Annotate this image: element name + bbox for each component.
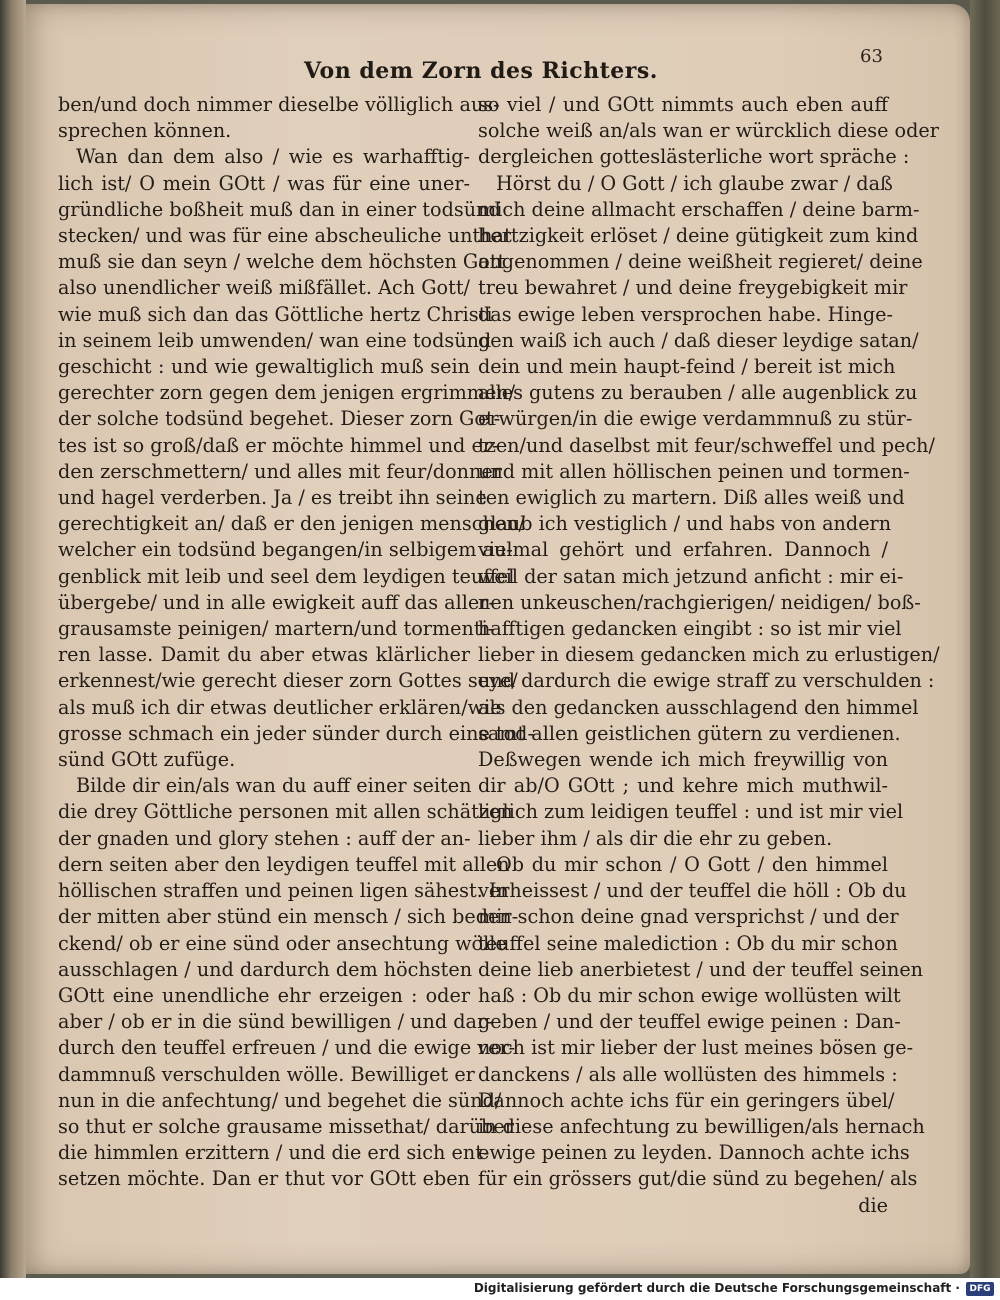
text-line: muß sie dan seyn / welche dem höchsten Gott	[58, 250, 506, 274]
text-line: lieber ihm / als dir die ehr zu geben.	[478, 826, 833, 850]
text-line: teuffel seine malediction : Ob du mir schon	[478, 931, 898, 955]
text-line: Hörst du / O Gott / ich glaube zwar / daß	[496, 171, 893, 195]
text-line: gen waiß ich auch / daß dieser leydige satan/	[478, 328, 919, 352]
text-line: nun in die anfechtung/ und begehet die sünd/	[58, 1088, 502, 1112]
text-line: geschicht : und wie gewaltiglich muß sein	[58, 355, 470, 379]
text-line: welcher ein todsünd begangen/in selbigem au-	[58, 538, 513, 562]
catchword: die	[858, 1193, 888, 1217]
text-line: solche weiß an/als wan er würcklich diese oder	[478, 119, 939, 143]
page-edge	[970, 0, 1000, 1278]
text-line: aber / ob er in die sünd bewilligen / und dar-	[58, 1010, 493, 1034]
text-line: das ewige leben versprochen habe. Hinge-	[478, 302, 894, 326]
text-line: dergleichen gotteslästerliche wort spräche :	[478, 145, 910, 169]
text-line: hafftigen gedancken eingibt : so ist mir viel	[478, 617, 902, 641]
text-line: tzen/und daselbst mit feur/schweffel und pech/	[478, 433, 935, 457]
text-line: grausamste peinigen/ martern/und tormenti-	[58, 617, 495, 641]
text-line: Dannoch achte ichs für ein geringers übel/	[478, 1088, 895, 1112]
text-line: so viel / und GOtt nimmts auch eben auff	[478, 93, 888, 116]
text-line: in seinem leib umwenden/ wan eine todsünd	[58, 328, 492, 352]
text-line: ren lasse. Damit du aber etwas klärlicher	[58, 643, 470, 667]
text-line: lieber in diesem gedancken mich zu erlustigen/	[478, 643, 940, 667]
digitization-credit: Digitalisierung gefördert durch die Deutsche Forschungsgemeinschaft ·	[473, 1281, 960, 1295]
text-line: sünd GOtt zufüge.	[58, 748, 236, 772]
text-line: grosse schmach ein jeder sünder durch eine tod-	[58, 721, 534, 745]
text-line: und mit allen höllischen peinen und tormen-	[478, 459, 910, 483]
page-number: 63	[860, 46, 883, 67]
text-line: die drey Göttliche personen mit allen schätzen	[58, 800, 513, 824]
text-line: liglich zum leidigen teuffel : und ist mir viel	[478, 800, 904, 824]
text-line: genblick mit leib und seel dem leydigen teuffel	[58, 564, 515, 588]
text-line: wie muß sich dan das Göttliche hertz Christi	[58, 302, 493, 326]
text-line: stecken/ und was für eine abscheuliche unthat	[58, 224, 512, 248]
text-line: der solche todsünd begehet. Dieser zorn Got-	[58, 407, 501, 431]
text-line: alles gutens zu berauben / alle augenblick zu	[478, 381, 918, 405]
text-line: GOtt eine unendliche ehr erzeigen : oder	[58, 983, 470, 1007]
book-spine	[0, 0, 26, 1278]
book-page	[8, 4, 970, 1274]
text-line: der gnaden und glory stehen : auff der an-	[58, 826, 471, 850]
text-line: noch ist mir lieber der lust meines bösen ge-	[478, 1036, 914, 1060]
text-line: erkennest/wie gerecht dieser zorn Gottes seye/	[58, 669, 518, 693]
text-line: als den gedancken ausschlagend den himmel	[478, 695, 919, 719]
text-line: ben/und doch nimmer dieselbe völliglich aus-	[58, 93, 500, 116]
text-line: für ein grössers gut/die sünd zu begehen/ als	[478, 1167, 918, 1191]
text-line: erwürgen/in die ewige verdammnuß zu stür-	[478, 407, 913, 431]
text-line: Wan dan dem also / wie es warhafftig-	[76, 145, 470, 169]
text-line: vielmal gehört und erfahren. Dannoch /	[478, 538, 888, 562]
text-line: treu bewahret / und deine freygebigkeit mir	[478, 276, 908, 300]
text-line: ten ewiglich zu martern. Diß alles weiß und	[478, 486, 905, 510]
running-head: Von dem Zorn des Richters.	[304, 58, 658, 84]
text-line: geben / und der teuffel ewige peinen : Dan-	[478, 1010, 901, 1034]
text-line: gerechter zorn gegen dem jenigen ergrimmen/	[58, 381, 516, 405]
text-line: dern seiten aber den leydigen teuffel mit allen	[58, 852, 510, 876]
left-column	[58, 92, 534, 1193]
text-line: angenommen / deine weißheit regieret/ deine	[478, 250, 923, 274]
text-line: glaub ich vestiglich / und habs von andern	[478, 512, 892, 536]
text-line: setzen möchte. Dan er thut vor GOtt eben	[58, 1167, 470, 1191]
text-line: danckens / als alle wollüsten des himmels :	[478, 1062, 898, 1086]
text-line: ckend/ ob er eine sünd oder ansechtung wölle	[58, 931, 507, 955]
text-line: so thut er solche grausame missethat/ darüber	[58, 1114, 514, 1138]
text-line: dein und mein haupt-feind / bereit ist mich	[478, 355, 896, 379]
text-line: lich ist/ O mein GOtt / was für eine uner-	[58, 171, 470, 195]
text-line: sprechen können.	[58, 119, 232, 143]
text-line: ewige peinen zu leyden. Dannoch achte ichs	[478, 1141, 910, 1165]
text-line: Deßwegen wende ich mich freywillig von	[478, 748, 888, 772]
text-line: als muß ich dir etwas deutlicher erklären/wie	[58, 695, 502, 719]
text-line: und dardurch die ewige straff zu verschulden :	[478, 669, 935, 693]
text-line: ausschlagen / und dardurch dem höchsten	[58, 957, 473, 981]
text-line: höllischen straffen und peinen ligen sähest. In	[58, 879, 509, 903]
text-line: und hagel verderben. Ja / es treibt ihn seine	[58, 486, 487, 510]
text-line: übergebe/ und in alle ewigkeit auff das aller-	[58, 590, 495, 614]
text-line: hertzigkeit erlöset / deine gütigkeit zum kind	[478, 224, 919, 248]
text-line: Bilde dir ein/als wan du auff einer seiten	[76, 774, 472, 798]
text-line: haß : Ob du mir schon ewige wollüsten wilt	[478, 983, 901, 1007]
text-line: verheissest / und der teuffel die höll : Ob du	[478, 879, 907, 903]
text-line: tes ist so groß/daß er möchte himmel und er-	[58, 433, 499, 457]
text-line: die himmlen erzittern / und die erd sich ent-	[58, 1141, 490, 1165]
text-line: der mitten aber stünd ein mensch / sich beden-	[58, 905, 519, 929]
dfg-logo: DFG	[966, 1282, 994, 1296]
text-line: dammnuß verschulden wölle. Bewilliget er	[58, 1062, 475, 1086]
text-line: nen unkeuschen/rachgierigen/ neidigen/ boß-	[478, 590, 921, 614]
text-line: also unendlicher weiß mißfället. Ach Gott/	[58, 276, 470, 300]
text-line: gründliche boßheit muß dan in einer todsünd	[58, 197, 501, 221]
text-line: weil der satan mich jetzund anficht : mir ei-	[478, 564, 904, 588]
text-line: in diese anfechtung zu bewilligen/als hernach	[478, 1114, 925, 1138]
text-line: samt allen geistlichen gütern zu verdienen.	[478, 721, 901, 745]
text-line: durch den teuffel erfreuen / und die ewige ver-	[58, 1036, 516, 1060]
right-column	[478, 92, 940, 1219]
text-line: dir ab/O GOtt ; und kehre mich muthwil-	[478, 774, 888, 798]
text-line: den zerschmettern/ und alles mit feur/donner	[58, 459, 502, 483]
text-line: Ob du mir schon / O Gott / den himmel	[496, 852, 888, 876]
text-line: mir schon deine gnad versprichst / und der	[478, 905, 899, 929]
text-line: mich deine allmacht erschaffen / deine barm-	[478, 197, 920, 221]
text-line: gerechtigkeit an/ daß er den jenigen menschen/	[58, 512, 525, 536]
text-line: deine lieb anerbietest / und der teuffel seinen	[478, 957, 924, 981]
